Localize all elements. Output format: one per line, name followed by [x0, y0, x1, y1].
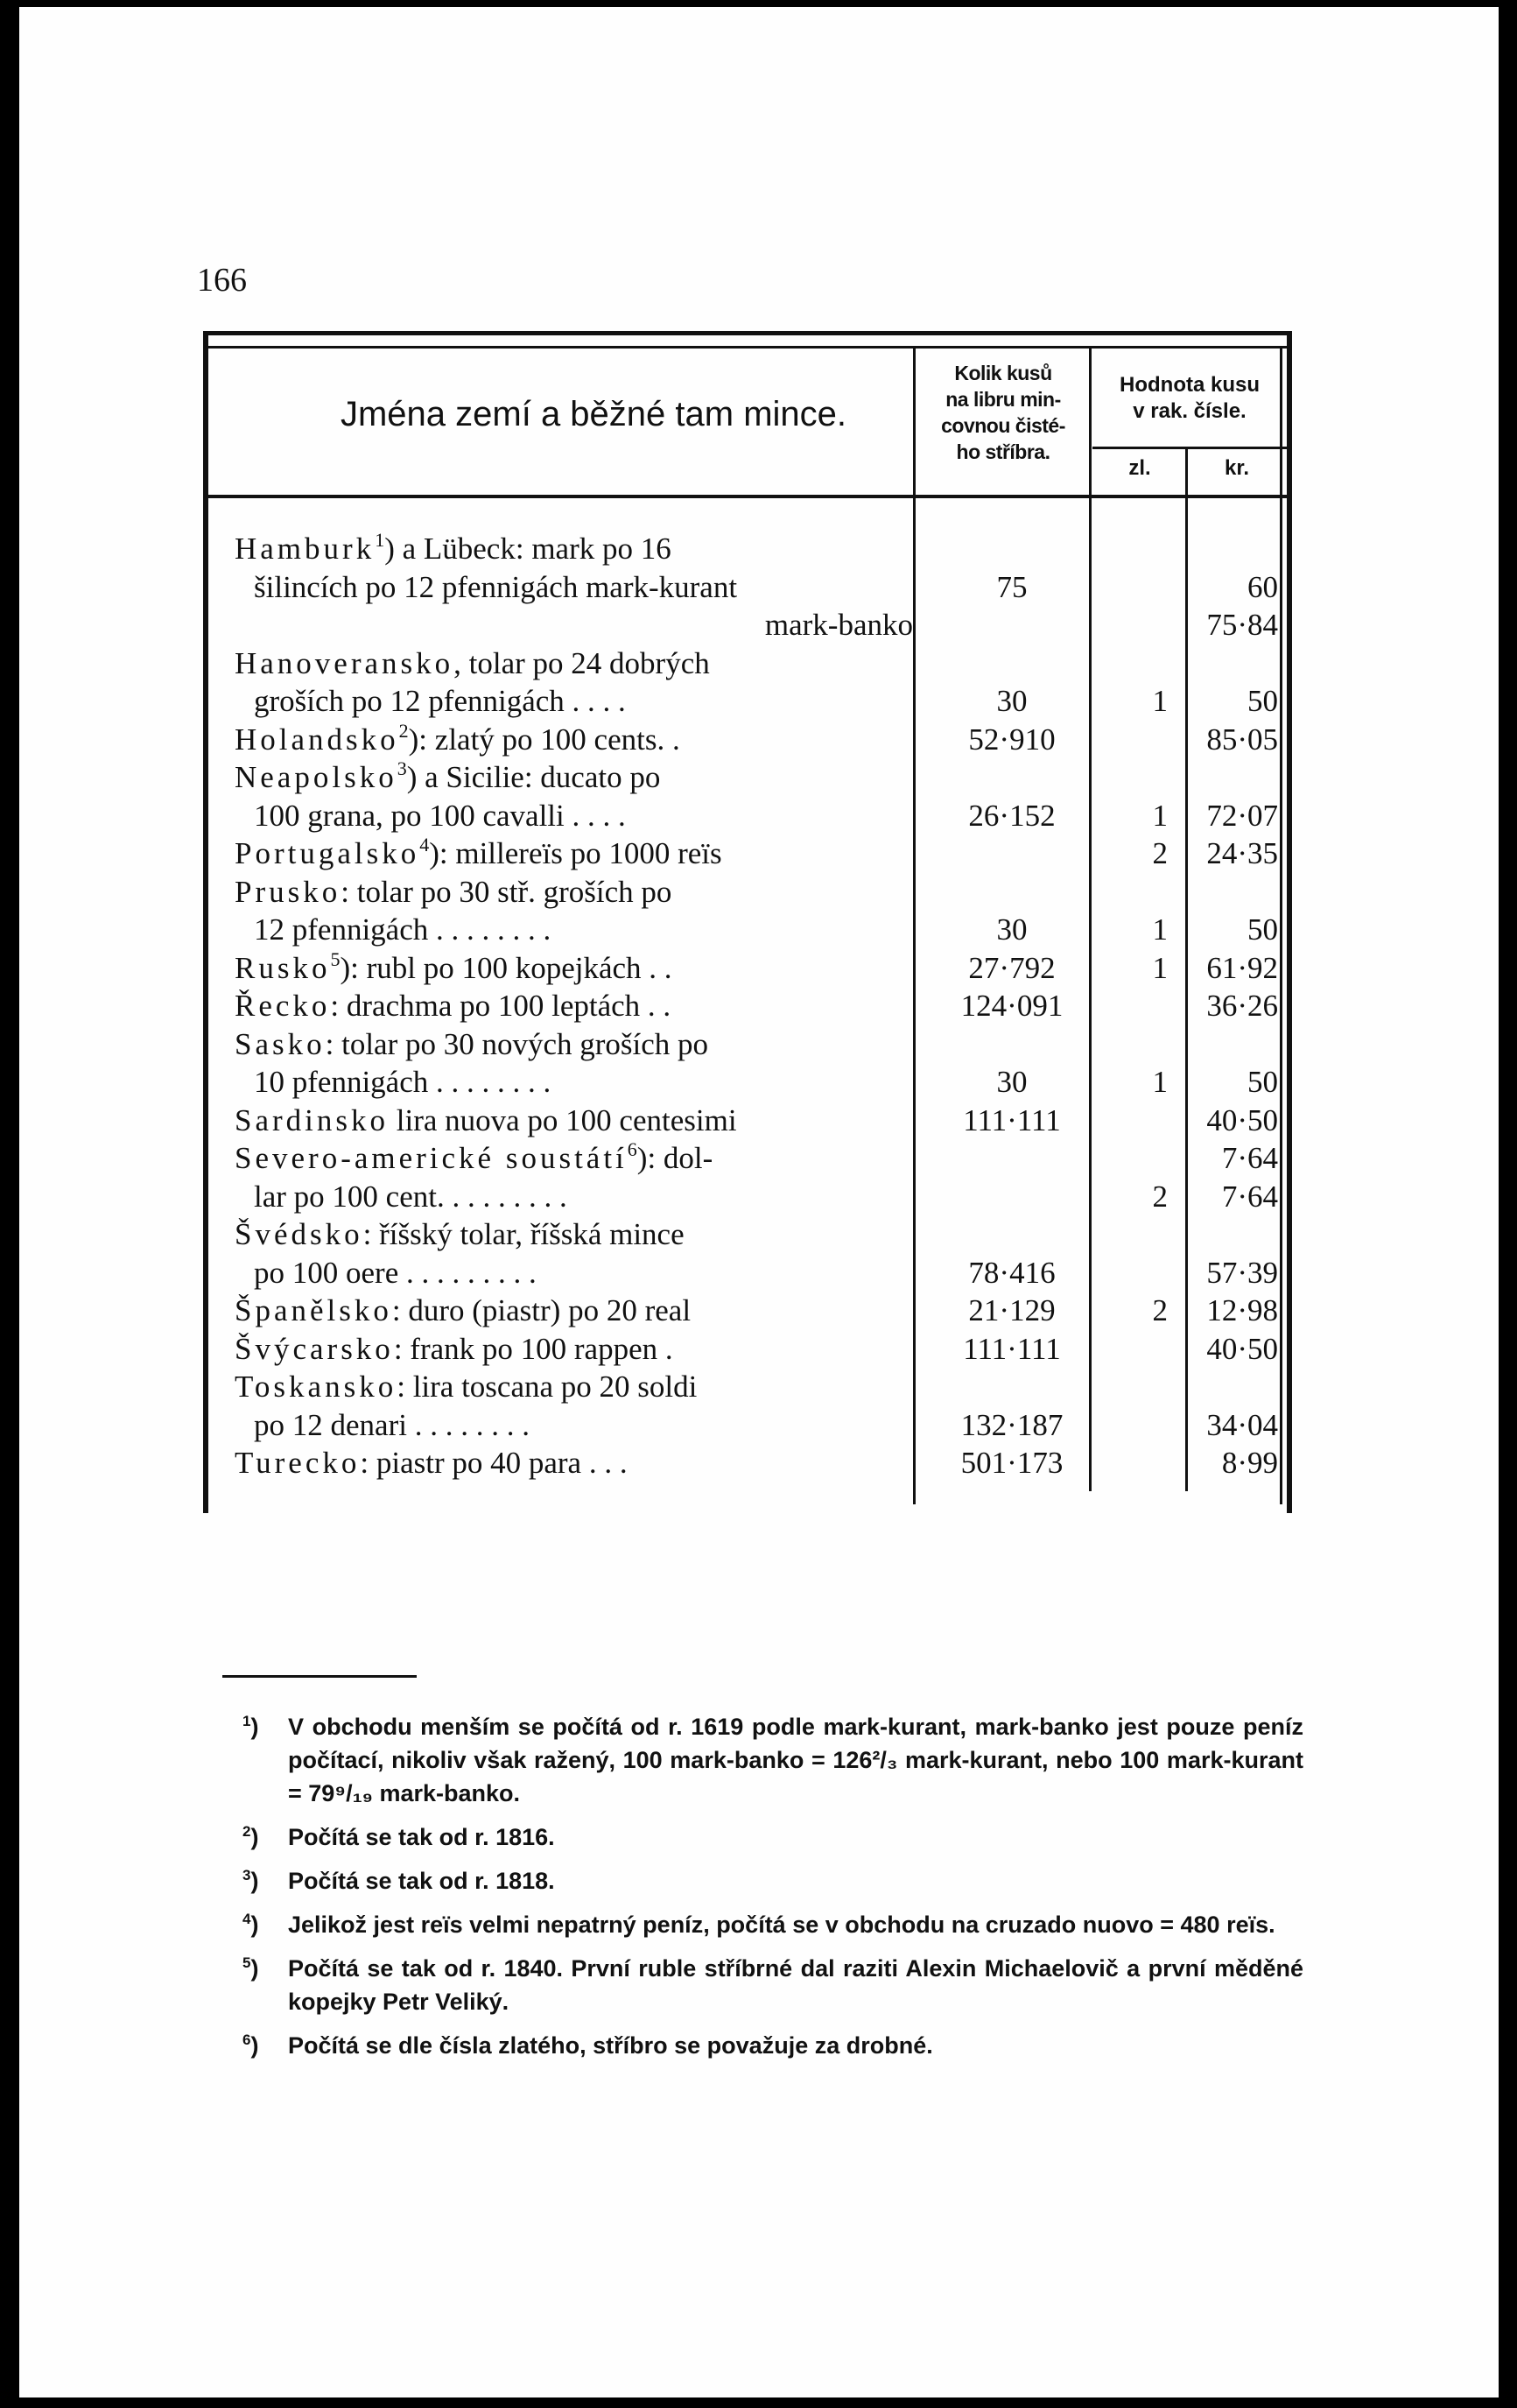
coins-per-pound: 132·187	[960, 1407, 1064, 1442]
row-description	[235, 1139, 926, 1178]
coins-per-pound: 21·129	[968, 1293, 1056, 1327]
row-description	[254, 1406, 945, 1445]
footnote-ref: 5	[330, 948, 341, 970]
coin-description: : piastr po 40 para . . .	[360, 1446, 628, 1480]
table-row	[208, 1406, 1287, 1445]
country-name: Neapolsko	[235, 760, 397, 794]
table-row	[208, 1178, 1287, 1216]
row-description	[254, 1063, 945, 1102]
table-row	[208, 644, 1287, 683]
value-kr: 12·98	[1206, 1293, 1278, 1327]
coin-description: ): dol-	[636, 1141, 713, 1175]
footnote-text: Počítá se tak od r. 1816.	[288, 1824, 555, 1850]
coin-description: lar po 100 cent. . . . . . . . .	[254, 1179, 567, 1214]
footnote-ref: 4	[419, 834, 430, 855]
footnote	[242, 1710, 1303, 1810]
table-row	[208, 721, 1287, 759]
book-page	[19, 7, 1499, 2397]
footnote-ref: 2	[398, 720, 409, 742]
row-description	[235, 873, 926, 912]
row-description	[254, 911, 945, 949]
table-row	[208, 1215, 1287, 1254]
footnote-mark: $^2$)	[242, 1823, 259, 1850]
column-header-value-line: Hodnota kusu	[1120, 373, 1260, 397]
footnote-mark: $^5$)	[242, 1954, 259, 1982]
value-kr: 50	[1247, 1065, 1278, 1099]
coins-per-pound: 124·091	[960, 989, 1064, 1023]
coins-per-pound: 75	[996, 569, 1028, 604]
coin-description: : duro (piastr) po 20 real	[391, 1293, 692, 1327]
footnote-rule	[222, 1675, 417, 1678]
footnote-text: Počítá se tak od r. 1818.	[288, 1868, 555, 1894]
value-kr: 40·50	[1206, 1331, 1278, 1366]
table-row	[208, 1330, 1287, 1369]
value-kr: 72·07	[1206, 798, 1278, 833]
table-row	[208, 606, 1287, 644]
table-row	[208, 682, 1287, 721]
table-row	[208, 1368, 1287, 1406]
country-name: Švédsko	[235, 1217, 363, 1251]
coins-per-pound: 27·792	[968, 950, 1056, 985]
value-kr: 34·04	[1206, 1407, 1278, 1442]
value-zl: 1	[1152, 798, 1168, 833]
footnote	[242, 1908, 1303, 1941]
coin-description: : drachma po 100 leptách . .	[330, 989, 671, 1023]
coin-description: ) a Lübeck: mark po 16	[384, 532, 671, 566]
coins-per-pound: 30	[996, 684, 1028, 718]
table-row	[208, 797, 1287, 835]
coins-per-pound: 26·152	[968, 798, 1056, 833]
table-row	[208, 1254, 1287, 1292]
row-description	[235, 1292, 926, 1330]
coins-per-pound: 111·111	[963, 1102, 1061, 1137]
row-description	[235, 949, 926, 988]
row-description	[235, 606, 913, 644]
country-name: Prusko	[235, 874, 341, 909]
table-row	[208, 911, 1287, 949]
coin-value-table	[203, 331, 1292, 1513]
footnote-mark: $^3$)	[242, 1867, 259, 1894]
country-name: Řecko	[235, 989, 331, 1023]
coins-per-pound: 111·111	[963, 1331, 1061, 1366]
value-kr: 8·99	[1221, 1446, 1278, 1480]
coins-per-pound: 501·173	[960, 1446, 1064, 1480]
row-description	[235, 1025, 926, 1064]
table-row	[208, 1063, 1287, 1102]
country-name: Portugalsko	[235, 836, 420, 870]
row-description	[254, 568, 945, 607]
value-kr: 24·35	[1206, 836, 1278, 870]
table-row	[208, 873, 1287, 912]
coins-per-pound: 30	[996, 912, 1028, 947]
coin-description: ): rubl po 100 kopejkách . .	[340, 950, 672, 985]
coins-per-pound: 30	[996, 1065, 1028, 1099]
column-header-names: Jména zemí a běžné tam mince.	[340, 395, 847, 433]
footnote-number: 5	[242, 1954, 251, 1971]
coin-description: , tolar po 24 dobrých	[453, 645, 710, 680]
column-header-zl: zl.	[1128, 456, 1151, 480]
table-body	[208, 530, 1287, 1482]
row-description	[235, 644, 926, 683]
row-description	[235, 1368, 926, 1406]
value-kr: 50	[1247, 912, 1278, 947]
footnote-number: 6	[242, 2031, 251, 2048]
coins-per-pound: 52·910	[968, 722, 1056, 757]
column-header-value	[1092, 372, 1287, 425]
country-name: Turecko	[235, 1446, 361, 1480]
value-zl: 1	[1152, 950, 1168, 985]
value-kr: 50	[1247, 684, 1278, 718]
column-header-value-line: v rak. čísle.	[1133, 399, 1247, 423]
footnote-ref: 1	[375, 530, 385, 551]
footnote	[242, 1820, 1303, 1854]
value-kr: 75·84	[1206, 608, 1278, 642]
page-number: 166	[197, 262, 247, 299]
footnote-text: Počítá se dle čísla zlatého, stříbro se považuje za drobné.	[288, 2032, 933, 2059]
coin-description: groších po 12 pfennigách . . . .	[254, 684, 626, 718]
row-description	[254, 1178, 945, 1216]
value-zl: 1	[1152, 684, 1168, 718]
footnote	[242, 2029, 1303, 2062]
coin-description: : tolar po 30 nových groších po	[325, 1026, 709, 1061]
country-name: Toskansko	[235, 1369, 397, 1404]
footnote-ref: 6	[627, 1139, 637, 1160]
coin-description: po 12 denari . . . . . . . .	[254, 1407, 530, 1442]
row-description	[235, 530, 926, 568]
footnote-number: 3	[242, 1867, 251, 1883]
value-kr: 7·64	[1221, 1141, 1278, 1175]
row-description	[235, 758, 926, 797]
country-name: Sasko	[235, 1026, 326, 1061]
value-kr: 61·92	[1206, 950, 1278, 985]
coins-per-pound: 78·416	[968, 1255, 1056, 1290]
row-description	[235, 1330, 926, 1369]
coin-description: 100 grana, po 100 cavalli . . . .	[254, 798, 626, 833]
table-row	[208, 1292, 1287, 1330]
column-header-kr: kr.	[1224, 456, 1250, 480]
column-header-count	[917, 360, 1089, 465]
coin-description: : říšský tolar, říšská mince	[362, 1217, 685, 1251]
table-row	[208, 1025, 1287, 1064]
value-zl: 1	[1152, 912, 1168, 947]
table-row	[208, 530, 1287, 568]
footnote-mark: $^4$)	[242, 1911, 259, 1938]
footnote-mark: $^1$)	[242, 1713, 259, 1740]
footnote-number: 2	[242, 1823, 251, 1840]
coin-description: ): millereïs po 1000 reïs	[429, 836, 722, 870]
value-subheader-rule	[1092, 447, 1287, 449]
column-header-count-line: Kolik kusů	[954, 362, 1052, 384]
coin-description: po 100 oere . . . . . . . . .	[254, 1255, 537, 1290]
coin-description: lira nuova po 100 centesimi	[389, 1102, 737, 1137]
value-kr: 7·64	[1221, 1179, 1278, 1214]
table-row	[208, 568, 1287, 607]
value-kr: 60	[1247, 569, 1278, 604]
footnotes	[242, 1710, 1303, 2073]
column-header-count-line: na libru min-	[945, 388, 1061, 411]
footnote-number: 1	[242, 1713, 251, 1729]
country-name: Španělsko	[235, 1293, 392, 1327]
coin-description: : tolar po 30 stř. groších po	[341, 874, 672, 909]
footnote-ref: 3	[397, 758, 407, 779]
value-kr: 36·26	[1206, 989, 1278, 1023]
footnote-text: Jelikož jest reïs velmi nepatrný peníz, počítá se v obchodu na cruzado nuovo = 480 reïs.	[288, 1912, 1275, 1938]
country-name: Hanoveransko	[235, 645, 454, 680]
value-kr: 57·39	[1206, 1255, 1278, 1290]
footnote-text: Počítá se tak od r. 1840. První ruble stříbrné dal raziti Alexin Michaelovič a první měděné kopejky Petr Veliký.	[288, 1955, 1303, 2015]
value-zl: 1	[1152, 1065, 1168, 1099]
coin-description: mark-banko	[764, 608, 913, 642]
table-row	[208, 949, 1287, 988]
row-description	[235, 721, 926, 759]
row-description	[235, 987, 926, 1025]
value-zl: 2	[1152, 1179, 1168, 1214]
coin-description: 12 pfennigách . . . . . . . .	[254, 912, 551, 947]
coin-description: ): zlatý po 100 cents. .	[408, 722, 680, 757]
value-kr: 85·05	[1206, 722, 1278, 757]
row-description	[235, 1444, 926, 1482]
row-description	[254, 682, 945, 721]
country-name: Švýcarsko	[235, 1331, 394, 1366]
table-row	[208, 987, 1287, 1025]
column-header-count-line: covnou čisté-	[941, 414, 1065, 437]
row-description	[235, 1215, 926, 1254]
value-zl: 2	[1152, 1293, 1168, 1327]
row-description	[254, 797, 945, 835]
table-row	[208, 1139, 1287, 1178]
table-row	[208, 1102, 1287, 1140]
row-description	[235, 1102, 926, 1140]
coin-description: 10 pfennigách . . . . . . . .	[254, 1065, 551, 1099]
table-row	[208, 1444, 1287, 1482]
footnote	[242, 1864, 1303, 1898]
country-name: Sardinsko	[235, 1102, 389, 1137]
table-header-rule	[208, 495, 1287, 498]
table-row	[208, 834, 1287, 873]
row-description	[235, 834, 926, 873]
footnote-text: V obchodu menším se počítá od r. 1619 podle mark-kurant, mark-banko jest pouze peníz počítací, nikoliv však ražený, 100 mark-banko = 126²/₃ mark-kurant, nebo 100 mark-kurant = 79⁹/₁₉ mark-banko.	[288, 1714, 1303, 1806]
country-name: Rusko	[235, 950, 331, 985]
country-name: Holandsko	[235, 722, 399, 757]
value-zl: 2	[1152, 836, 1168, 870]
row-description	[254, 1254, 945, 1292]
column-header-count-line: ho stříbra.	[956, 440, 1050, 463]
coin-description: šilincích po 12 pfennigách mark-kurant	[254, 569, 738, 604]
coin-description: : lira toscana po 20 soldi	[397, 1369, 698, 1404]
value-kr: 40·50	[1206, 1102, 1278, 1137]
country-name: Hamburk	[235, 532, 376, 566]
footnote	[242, 1952, 1303, 2018]
footnote-mark: $^6$)	[242, 2031, 259, 2059]
table-inner-top-rule	[208, 346, 1287, 349]
coin-description: ) a Sicilie: ducato po	[406, 760, 661, 794]
coin-description: : frank po 100 rappen .	[393, 1331, 673, 1366]
footnote-number: 4	[242, 1911, 251, 1927]
table-row	[208, 758, 1287, 797]
country-name: Severo-americké soustátí	[235, 1141, 628, 1175]
